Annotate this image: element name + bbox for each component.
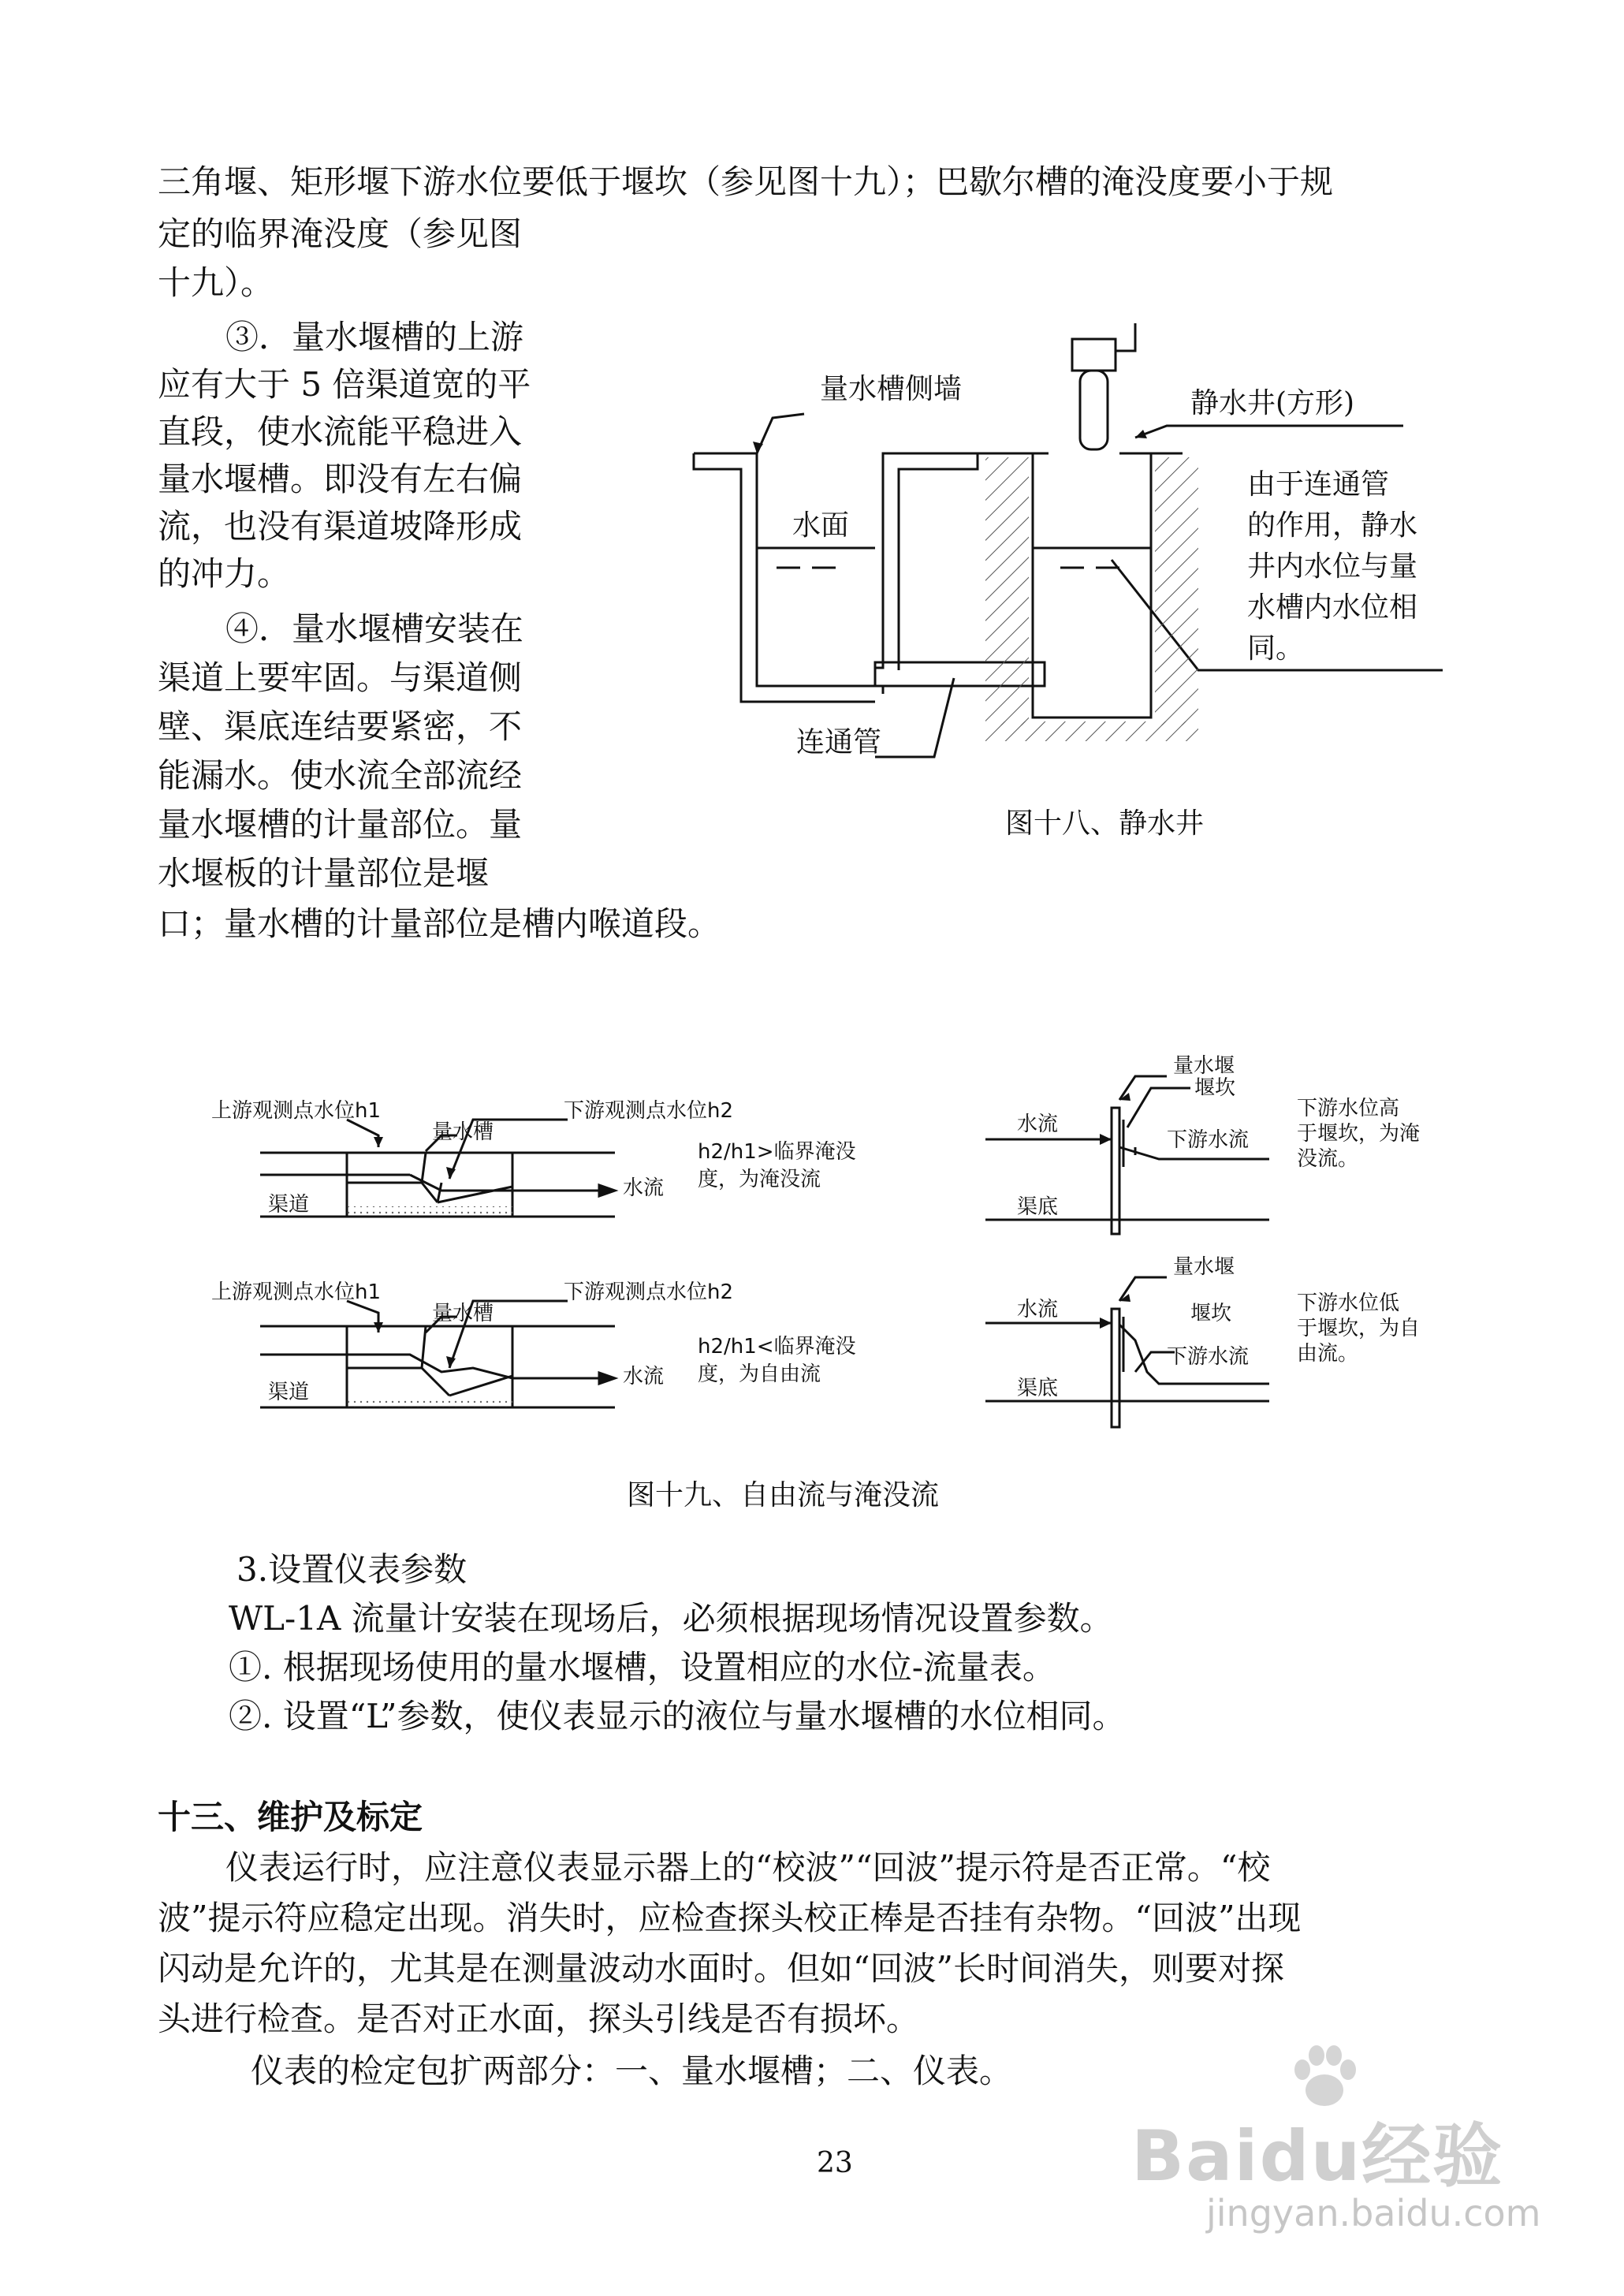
- weir-high-note-1: 下游水位高: [1297, 1097, 1400, 1120]
- item-3-line-5: 流，也没有渠道坡降形成: [158, 507, 523, 546]
- weir-low-note-3: 由流。: [1297, 1342, 1359, 1366]
- label-connecting-pipe: 连通管: [796, 726, 882, 758]
- weir-high-note-2: 于堰坎，为淹: [1297, 1122, 1421, 1146]
- figure-18-note-5: 同。: [1247, 632, 1305, 665]
- label-downstream-point-a: 下游观测点水位h2: [564, 1099, 734, 1123]
- label-channel-bed-b: 渠底: [1017, 1377, 1059, 1400]
- label-water-surface: 水面: [792, 509, 850, 542]
- intro-line-2: 定的临界淹没度（参见图: [158, 214, 523, 253]
- label-upstream-point-a: 上游观测点水位h1: [211, 1099, 382, 1123]
- item-3-line-3: 直段，使水流能平稳进入: [158, 412, 523, 451]
- section-13-heading: 十三、维护及标定: [158, 1798, 423, 1836]
- item-4-line-3: 壁、渠底连结要紧密，不: [158, 707, 523, 746]
- label-channel-bed-a: 渠底: [1017, 1195, 1059, 1219]
- item-4-line-4: 能漏水。使水流全部流经: [158, 756, 523, 795]
- free-note-2: 度，为自由流: [698, 1362, 821, 1386]
- item-4-line-5: 量水堰槽的计量部位。量: [158, 805, 523, 844]
- figure-18-note-4: 水槽内水位相: [1247, 591, 1418, 624]
- item-3-line-6: 的冲力。: [158, 554, 291, 593]
- item-4-line-1: ④．量水堰槽安装在: [225, 609, 524, 648]
- label-tailwater-a: 下游水流: [1167, 1128, 1250, 1152]
- label-flow-d: 水流: [1017, 1298, 1059, 1321]
- section-3-title: 3.设置仪表参数: [237, 1550, 467, 1589]
- label-downstream-point-b: 下游观测点水位h2: [564, 1280, 734, 1304]
- watermark-brand: Baidu经验: [1131, 2115, 1504, 2197]
- page-number: 23: [817, 2147, 853, 2179]
- intro-line-1: 三角堰、矩形堰下游水位要低于堰坎（参见图十九）；巴歇尔槽的淹没度要小于规: [158, 162, 1334, 201]
- weir-low-note-2: 于堰坎，为自: [1297, 1317, 1421, 1340]
- label-weir-a: 量水堰: [1173, 1054, 1235, 1078]
- item-3-line-1: ③．量水堰槽的上游: [225, 318, 524, 356]
- label-stilling-well: 静水井(方形): [1190, 387, 1355, 419]
- weir-high-note-3: 没流。: [1297, 1147, 1359, 1171]
- label-weir-b: 量水堰: [1173, 1255, 1235, 1279]
- section-3-para-2: ①. 根据现场使用的量水堰槽，设置相应的水位-流量表。: [229, 1648, 1056, 1687]
- figure-18-note-3: 井内水位与量: [1247, 550, 1418, 583]
- label-flume-a: 量水槽: [432, 1120, 494, 1144]
- label-side-wall: 量水槽侧墙: [820, 373, 963, 405]
- item-4-line-2: 渠道上要牢固。与渠道侧: [158, 658, 523, 697]
- label-weir-crest-a: 堰坎: [1194, 1076, 1236, 1100]
- figure-18-caption: 图十八、静水井: [1005, 807, 1205, 840]
- label-flow-a: 水流: [623, 1176, 665, 1200]
- figure-18-note-2: 的作用，静水: [1247, 509, 1418, 542]
- section-13-para-2: 仪表的检定包扩两部分：一、量水堰槽；二、仪表。: [251, 2052, 1013, 2090]
- section-13-para-1-line-2: 波”提示符应稳定出现。消失时，应检查探头校正棒是否挂有杂物。“回波”出现: [158, 1899, 1302, 1937]
- label-upstream-point-b: 上游观测点水位h1: [211, 1280, 382, 1304]
- section-3-para-1: WL-1A 流量计安装在现场后，必须根据现场情况设置参数。: [229, 1599, 1113, 1638]
- item-4-line-6: 水堰板的计量部位是堰: [158, 854, 490, 893]
- item-4-line-7: 口；量水槽的计量部位是槽内喉道段。: [158, 904, 721, 943]
- submerged-note-2: 度，为淹没流: [698, 1168, 821, 1191]
- watermark-url: jingyan.baidu.com: [1206, 2192, 1541, 2234]
- label-flow-c: 水流: [1017, 1113, 1059, 1136]
- figure-18-note-1: 由于连通管: [1247, 468, 1390, 501]
- label-weir-crest-b: 堰坎: [1190, 1302, 1232, 1325]
- submerged-note-1: h2/h1>临界淹没: [698, 1140, 856, 1164]
- item-3-line-2: 应有大于 5 倍渠道宽的平: [158, 365, 531, 404]
- intro-line-3: 十九）。: [158, 263, 274, 302]
- label-flume-b: 量水槽: [432, 1302, 494, 1325]
- item-3-line-4: 量水堰槽。即没有左右偏: [158, 460, 523, 498]
- figure-19-caption: 图十九、自由流与淹没流: [627, 1479, 940, 1511]
- label-flow-b: 水流: [623, 1365, 665, 1388]
- section-13-para-1-line-3: 闪动是允许的，尤其是在测量波动水面时。但如“回波”长时间消失，则要对探: [158, 1949, 1284, 1988]
- section-13-para-1-line-4: 头进行检查。是否对正水面，探头引线是否有损坏。: [158, 2000, 920, 2038]
- label-tailwater-b: 下游水流: [1167, 1345, 1250, 1369]
- section-13-para-1-line-1: 仪表运行时，应注意仪表显示器上的“校波”“回波”提示符是否正常。“校: [225, 1848, 1271, 1887]
- label-channel-b: 渠道: [268, 1381, 310, 1404]
- free-note-1: h2/h1<临界淹没: [698, 1335, 856, 1359]
- weir-low-note-1: 下游水位低: [1297, 1292, 1400, 1315]
- section-3-para-3: ②. 设置“L”参数，使仪表显示的液位与量水堰槽的水位相同。: [229, 1697, 1126, 1735]
- label-channel-a: 渠道: [268, 1193, 310, 1217]
